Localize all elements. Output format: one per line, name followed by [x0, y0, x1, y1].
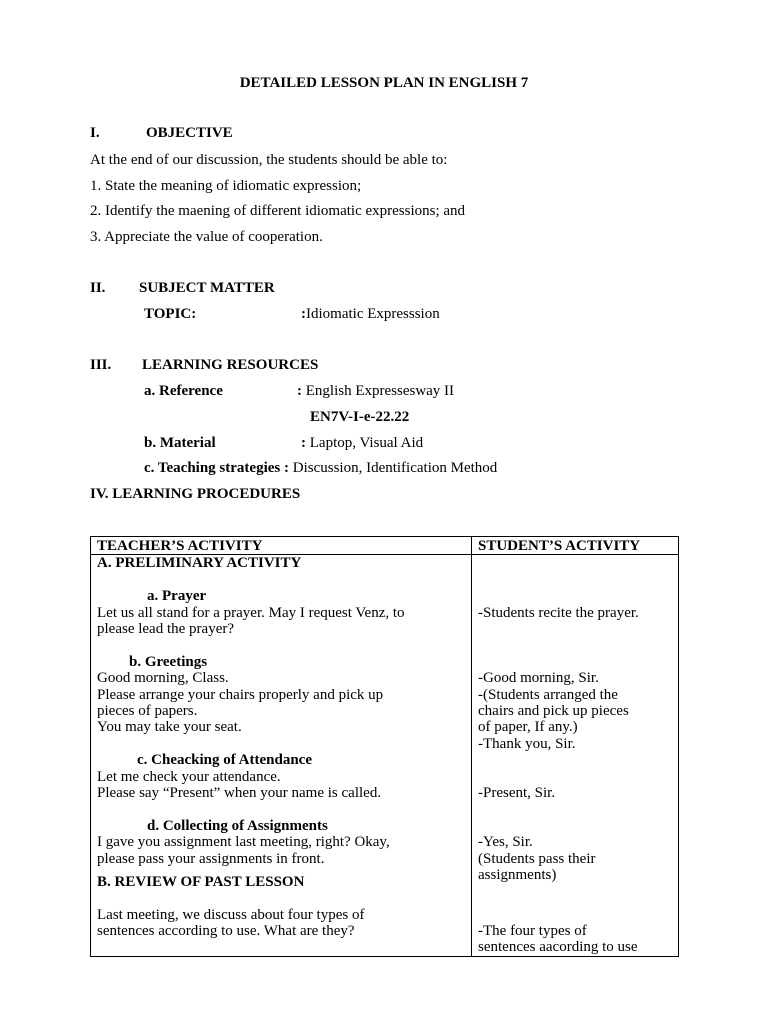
assignments-heading: d. Collecting of Assignments	[147, 817, 328, 834]
prayer-student-line: -Students recite the prayer.	[478, 604, 639, 621]
review-student-line: -The four types of	[478, 922, 587, 939]
objective-item: 2. Identify the maening of different idiomatic expressions; and	[90, 203, 466, 219]
attendance-student-line: -Present, Sir.	[478, 784, 556, 801]
greetings-student-line: -Good morning, Sir.	[478, 670, 599, 687]
procedures-table	[90, 536, 679, 957]
material-label: b. Material	[144, 435, 216, 451]
material-value: Laptop, Visual Aid	[306, 435, 424, 451]
material-colon: :	[301, 435, 306, 451]
greetings-teacher-line: pieces of papers.	[97, 703, 198, 720]
attendance-teacher-line: Let me check your attendance.	[97, 768, 281, 785]
review-student-line: sentences aacording to use	[478, 939, 638, 956]
prayer-heading: a. Prayer	[147, 588, 207, 605]
attendance-teacher-line: Please say “Present” when your name is called.	[97, 785, 382, 802]
reference-value: English Expressesway II	[302, 383, 455, 399]
section-numeral-subject: II.	[90, 280, 106, 296]
greetings-teacher-line: Please arrange your chairs properly and pick up	[97, 686, 384, 703]
student-activity-cell	[472, 555, 679, 956]
review-heading: B. REVIEW OF PAST LESSON	[97, 874, 305, 891]
objective-item: 1. State the meaning of idiomatic expression;	[90, 178, 362, 194]
section-heading-subject: SUBJECT MATTER	[139, 280, 275, 296]
greetings-student-line: of paper, If any.)	[478, 719, 578, 736]
reference-label: a. Reference	[144, 383, 223, 399]
section-heading-resources: LEARNING RESOURCES	[142, 357, 319, 373]
reference-colon: :	[297, 383, 302, 399]
objective-item: 3. Appreciate the value of cooperation.	[90, 229, 323, 245]
document-title: DETAILED LESSON PLAN IN ENGLISH 7	[239, 75, 529, 91]
topic-row	[301, 305, 440, 323]
competency-code: EN7V-I-e-22.22	[310, 409, 410, 425]
topic-value: Idiomatic Expresssion	[306, 306, 440, 322]
table-header-row	[91, 537, 679, 555]
assignments-student-line: -Yes, Sir.	[478, 834, 533, 851]
teacher-activity-cell	[91, 555, 472, 956]
assignments-teacher-line: I gave you assignment last meeting, right? Okay,	[97, 834, 390, 851]
topic-colon: :	[301, 306, 306, 322]
reference-row	[297, 382, 454, 400]
assignments-teacher-line: please pass your assignments in front.	[97, 850, 325, 867]
strategies-label: c. Teaching strategies :	[144, 460, 289, 476]
section-numeral-resources: III.	[90, 357, 112, 373]
assignments-student-line: (Students pass their	[478, 850, 596, 867]
greetings-heading: b. Greetings	[129, 653, 208, 670]
review-teacher-line: sentences according to use. What are they?	[97, 923, 355, 940]
table-row	[91, 555, 679, 956]
section-heading-objective: OBJECTIVE	[146, 125, 233, 141]
greetings-student-line: chairs and pick up pieces	[478, 702, 629, 719]
greetings-teacher-line: You may take your seat.	[97, 719, 242, 736]
prayer-teacher-line: please lead the prayer?	[97, 621, 234, 638]
objective-intro: At the end of our discussion, the students should be able to:	[90, 152, 448, 168]
strategies-row	[144, 459, 497, 477]
greetings-teacher-line: Good morning, Class.	[97, 670, 229, 687]
preliminary-heading: A. PRELIMINARY ACTIVITY	[97, 555, 302, 572]
review-teacher-line: Last meeting, we discuss about four types of	[97, 906, 365, 923]
section-numeral-objective: I.	[90, 125, 100, 141]
strategies-value: Discussion, Identification Method	[288, 460, 498, 476]
prayer-teacher-line: Let us all stand for a prayer. May I request Venz, to	[97, 604, 405, 621]
attendance-heading: c. Cheacking of Attendance	[137, 752, 312, 769]
section-heading-procedures: IV. LEARNING PROCEDURES	[90, 486, 301, 502]
assignments-student-line: assignments)	[478, 866, 557, 883]
teacher-activity-header: TEACHER’S ACTIVITY	[91, 537, 472, 555]
greetings-student-line: -(Students arranged the	[478, 686, 618, 703]
greetings-student-line: -Thank you, Sir.	[478, 735, 576, 752]
student-activity-header: STUDENT’S ACTIVITY	[472, 537, 679, 555]
topic-label: TOPIC:	[144, 306, 197, 322]
material-row	[301, 434, 423, 452]
